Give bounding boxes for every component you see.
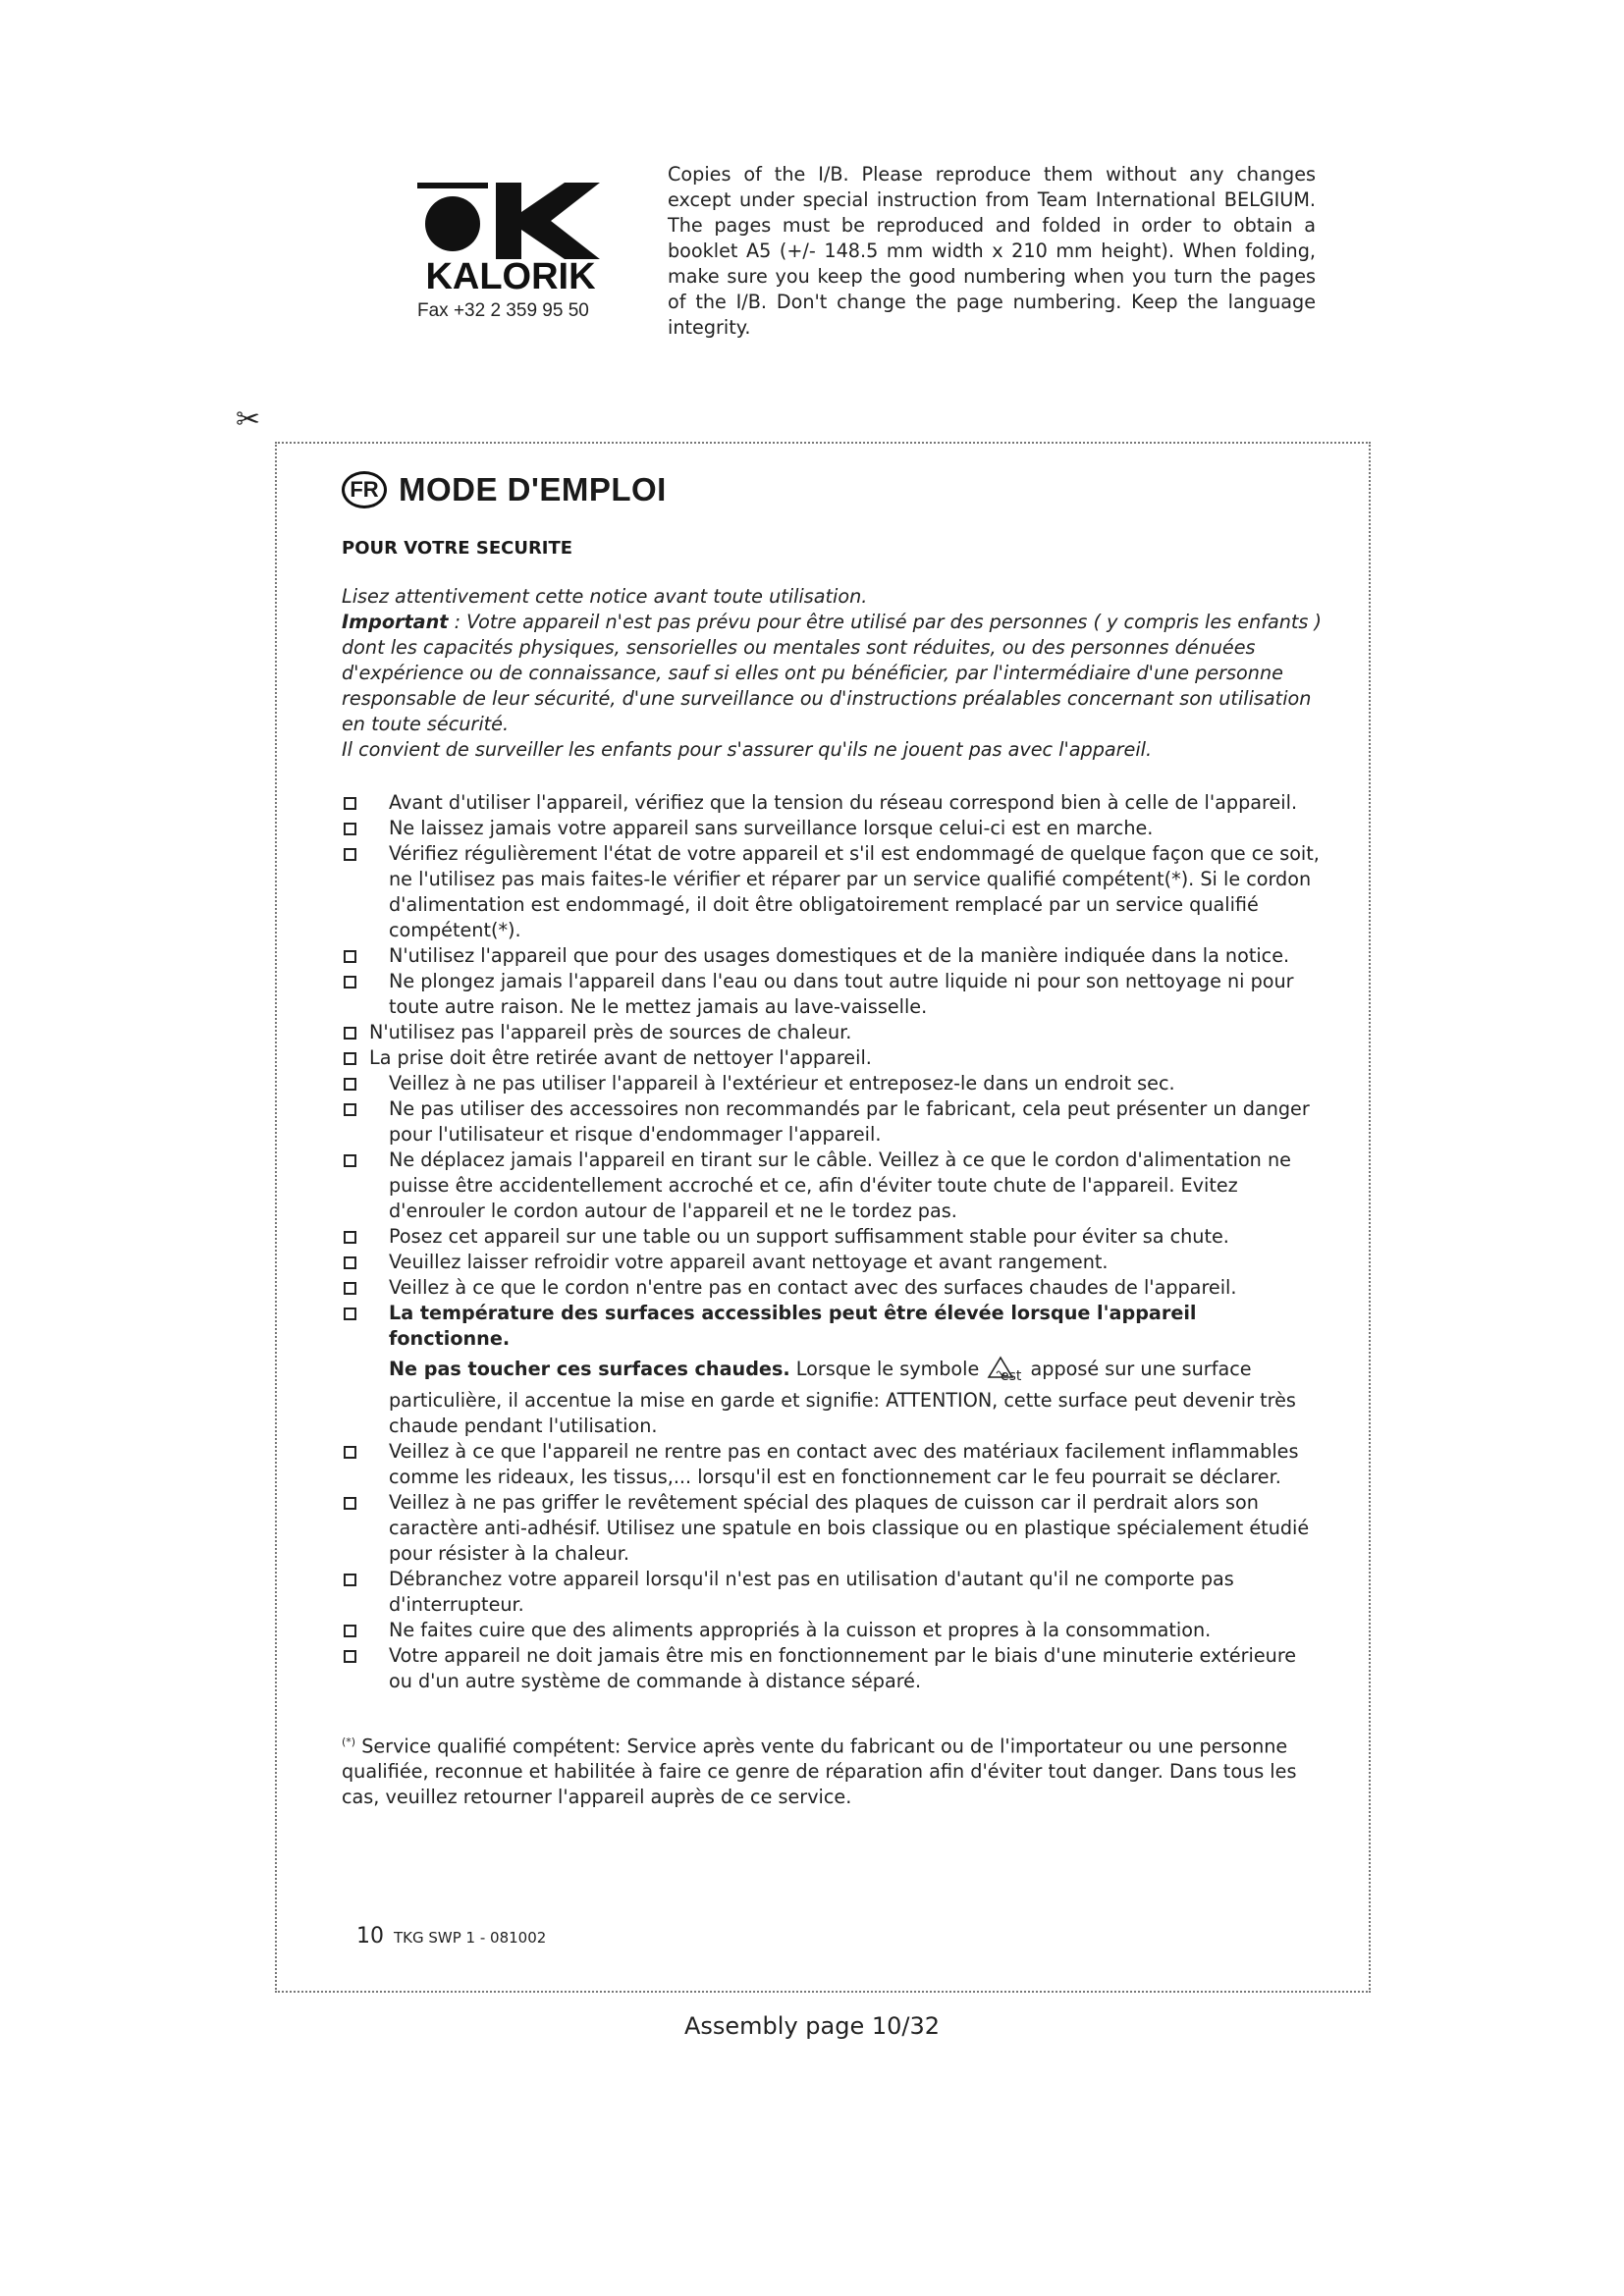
footnote: (*) Service qualifié compétent: Service après vente du fabricant ou de l'importateur ou une personne qualifiée, reconnue et habilitée à faire ce genre de réparation afin d'éviter tout danger. Dans tous les cas, veuillez retourner l'appareil auprès de ce service.	[342, 1735, 1297, 1809]
checkbox-icon	[344, 1078, 356, 1091]
checkbox-icon	[344, 1625, 356, 1637]
kalorik-mark-icon	[417, 183, 604, 259]
list-item-hot-surface: La température des surfaces accessibles peut être élevée lorsque l'appareil fonctionne.	[342, 1301, 1324, 1352]
list-item: Ne faites cuire que des aliments appropriés à la cuisson et propres à la consommation.	[342, 1618, 1324, 1643]
list-item: Ne laissez jamais votre appareil sans surveillance lorsque celui-ci est en marche.	[342, 816, 1324, 841]
footnote-mark: (*)	[342, 1735, 356, 1748]
fax-number: Fax +32 2 359 95 50	[417, 300, 589, 321]
checkbox-icon	[344, 1282, 356, 1295]
checkbox-icon	[344, 976, 356, 988]
manual-page	[342, 469, 1324, 1810]
checkbox-icon	[344, 1052, 356, 1065]
hot-surface-warning: Ne pas toucher ces surfaces chaudes.	[389, 1358, 790, 1380]
intro-line: Il convient de surveiller les enfants pour s'assurer qu'ils ne jouent pas avec l'appareil.	[342, 738, 1153, 761]
safety-list	[342, 790, 1324, 1352]
intro-line: Lisez attentivement cette notice avant toute utilisation.	[342, 585, 868, 608]
list-item: Vérifiez régulièrement l'état de votre appareil et s'il est endommagé de quelque façon que ce soit, ne l'utilisez pas mais faites-le vérifier et réparer par un service qualifié compétent(*). Si le cordon d'alimentation est endommagé, il doit être obligatoirement remplacé par un service qualifié compétent(*).	[342, 841, 1324, 943]
language-badge: FR	[342, 471, 387, 508]
checkbox-icon	[344, 797, 356, 810]
warn-symbol-text: est	[1001, 1368, 1022, 1381]
page-footer	[356, 1924, 546, 1949]
checkbox-icon	[344, 1650, 356, 1663]
list-item: Veuillez laisser refroidir votre appareil avant nettoyage et avant rangement.	[342, 1250, 1324, 1275]
important-label: Important	[342, 611, 449, 633]
checkbox-icon	[344, 1446, 356, 1459]
list-item: N'utilisez pas l'appareil près de sources de chaleur.	[342, 1020, 1324, 1045]
section-title: POUR VOTRE SECURITE	[342, 538, 573, 559]
checkbox-icon	[344, 848, 356, 861]
list-item: Ne plongez jamais l'appareil dans l'eau ou dans tout autre liquide ni pour son nettoyage ni pour toute autre raison. Ne le mettez jamais au lave-vaisselle.	[342, 969, 1324, 1020]
list-item: Ne déplacez jamais l'appareil en tirant sur le câble. Veillez à ce que le cordon d'alimentation ne puisse être accidentellement accroché et ce, afin d'éviter toute chute de l'appareil. Evitez d'enrouler le cordon autour de l'appareil et ne le tordez pas.	[342, 1148, 1324, 1224]
list-item: Ne pas utiliser des accessoires non recommandés par le fabricant, cela peut présenter un danger pour l'utilisateur et risque d'endommager l'appareil.	[342, 1096, 1324, 1148]
list-item: Posez cet appareil sur une table ou un support suffisamment stable pour éviter sa chute.	[342, 1224, 1324, 1250]
safety-list-continued	[342, 1439, 1324, 1694]
list-item: La prise doit être retirée avant de nettoyer l'appareil.	[342, 1045, 1324, 1071]
checkbox-icon	[344, 1027, 356, 1040]
checkbox-icon	[344, 1497, 356, 1510]
list-item: Veillez à ce que le cordon n'entre pas en contact avec des surfaces chaudes de l'appareil.	[342, 1275, 1324, 1301]
page-number: 10	[356, 1924, 384, 1949]
checkbox-icon	[344, 1154, 356, 1167]
list-item: N'utilisez l'appareil que pour des usages domestiques et de la manière indiquée dans la notice.	[342, 943, 1324, 969]
checkbox-icon	[344, 950, 356, 963]
important-text: : Votre appareil n'est pas prévu pour être utilisé par des personnes ( y compris les enfants ) dont les capacités physiques, sensorielles ou mentales sont réduites, ou des personnes dénuées d'expérience ou de connaissance, sauf si elles ont pu bénéficier, par l'intermédiaire d'une personne responsable de leur sécurité, d'une surveillance ou d'instructions préalables concernant son utilisation en toute sécurité.	[342, 611, 1322, 735]
brand-name: KALORIK	[425, 256, 596, 297]
important-paragraph	[342, 610, 1324, 737]
page-header	[342, 469, 1324, 510]
page-title: MODE D'EMPLOI	[399, 471, 667, 507]
list-item: Veillez à ce que l'appareil ne rentre pas en contact avec des matériaux facilement inflammables comme les rideaux, les tissus,... lorsqu'il est en fonctionnement car le feu pourrait se déclarer.	[342, 1439, 1324, 1490]
hot-surface-warning-icon	[987, 1356, 1022, 1388]
checkbox-icon	[344, 1574, 356, 1586]
checkbox-icon	[344, 1256, 356, 1269]
hot-surface-detail: Ne pas toucher ces surfaces chaudes. Lorsque le symbole est apposé sur une surface particulière, il accentue la mise en garde et signifie: ATTENTION, cette surface peut devenir très chaude pendant l'utilisation.	[389, 1358, 1296, 1437]
kalorik-logo	[417, 183, 604, 259]
checkbox-icon	[344, 1308, 356, 1320]
copies-note: Copies of the I/B. Please reproduce them without any changes except under special instruction from Team International BELGIUM. The pages must be reproduced and folded in order to obtain a booklet A5 (+/- 148.5 mm width x 210 mm height). When folding, make sure you keep the good numbering when you turn the pages of the I/B. Don't change the page numbering. Keep the language integrity.	[668, 163, 1316, 339]
list-item: Veillez à ne pas griffer le revêtement spécial des plaques de cuisson car il perdrait alors son caractère anti-adhésif. Utilisez une spatule en bois classique ou en plastique spécialement étudié pour résister à la chaleur.	[342, 1490, 1324, 1567]
checkbox-icon	[344, 823, 356, 835]
list-item: Avant d'utiliser l'appareil, vérifiez que la tension du réseau correspond bien à celle de l'appareil.	[342, 790, 1324, 816]
assembly-page-label: Assembly page 10/32	[683, 2012, 941, 2040]
list-item: Débranchez votre appareil lorsqu'il n'est pas en utilisation d'autant qu'il ne comporte pas d'interrupteur.	[342, 1567, 1324, 1618]
intro-text	[342, 584, 1324, 763]
scissors-icon: ✂	[236, 402, 261, 437]
checkbox-icon	[344, 1103, 356, 1116]
list-item: Votre appareil ne doit jamais être mis en fonctionnement par le biais d'une minuterie extérieure ou d'un autre système de commande à distance séparé.	[342, 1643, 1324, 1694]
model-code: TKG SWP 1 - 081002	[394, 1929, 547, 1947]
list-item: Veillez à ne pas utiliser l'appareil à l'extérieur et entreposez-le dans un endroit sec.	[342, 1071, 1324, 1096]
checkbox-icon	[344, 1231, 356, 1244]
